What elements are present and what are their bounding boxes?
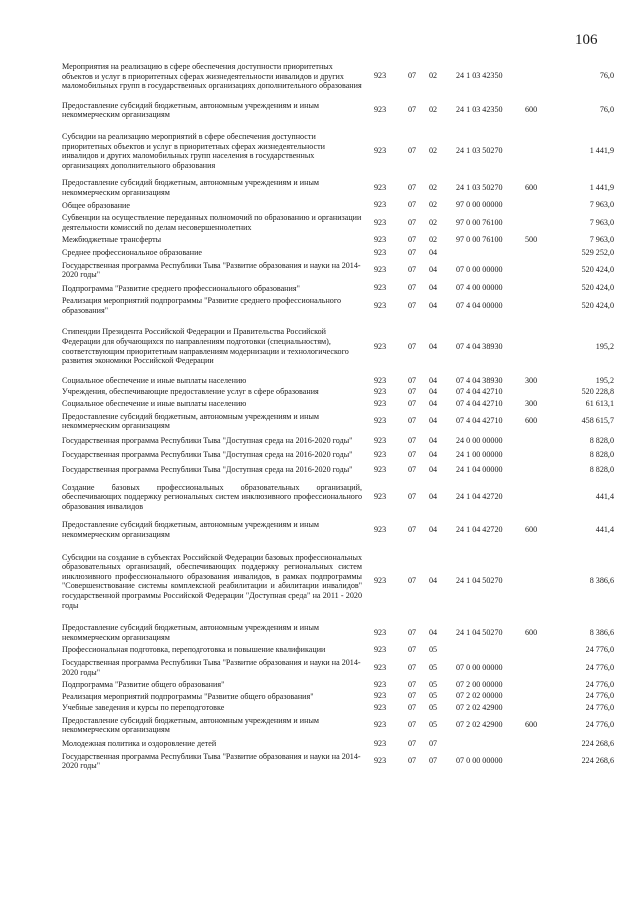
- target-article: 07 2 02 42900: [456, 720, 503, 730]
- ministry-code: 923: [374, 217, 387, 227]
- row-name: Предоставление субсидий бюджетным, автономным учреждениям и иным некоммерческим организациям: [62, 411, 320, 431]
- section-code: 07: [408, 341, 417, 351]
- subsection-code: 04: [429, 435, 438, 445]
- target-article: 07 2 02 00000: [456, 691, 503, 701]
- row-name: Субсидии на создание в субъектах Российской Федерации базовых профессиональных образовательных организаций, обеспечивающих поддержку региональных систем инклюзивного профессионального образования инвалидов, в рамках подпрограммы "Совершенствование системы комплексной реабилитации и абилитации инвалидов" государственной программы Российской Федерации "Доступная среда" на 2011 - 2020 годы: [62, 552, 362, 610]
- ministry-code: 923: [374, 375, 387, 385]
- page-number: 106: [575, 32, 598, 48]
- table-row: [62, 201, 614, 211]
- row-name: Молодежная политика и оздоровление детей: [62, 739, 217, 749]
- amount: 24 776,0: [585, 645, 614, 655]
- row-name: Государственная программа Республики Тыва "Развитие образования и науки на 2014-2020 годы": [62, 260, 361, 280]
- row-name: Профессиональная подготовка, переподготовка и повышение квалификации: [62, 645, 326, 655]
- ministry-code: 923: [374, 283, 387, 293]
- subsection-code: 07: [429, 756, 438, 766]
- ministry-code: 923: [374, 183, 387, 193]
- section-code: 07: [408, 217, 417, 227]
- section-code: 07: [408, 492, 417, 502]
- section-code: 07: [408, 739, 417, 749]
- table-row: [62, 235, 614, 245]
- budget-table: [62, 62, 614, 771]
- amount: 24 776,0: [585, 662, 614, 672]
- amount: 441,4: [595, 492, 614, 502]
- ministry-code: 923: [374, 739, 387, 749]
- row-name: Предоставление субсидий бюджетным, автономным учреждениям и иным некоммерческим организациям: [62, 100, 320, 120]
- row-name: Создание базовых профессиональных образовательных организаций, обеспечивающих поддержку региональных систем инклюзивного профессионального образования инвалидов: [62, 482, 362, 511]
- subsection-code: 04: [429, 247, 438, 257]
- amount: 7 963,0: [589, 200, 614, 210]
- table-row: [62, 412, 614, 431]
- section-code: 07: [408, 680, 417, 690]
- table-row: [62, 101, 614, 120]
- table-row: [62, 327, 614, 365]
- subsection-code: 02: [429, 217, 438, 227]
- amount: 458 615,7: [581, 416, 614, 426]
- table-row: [62, 680, 614, 690]
- section-code: 07: [408, 247, 417, 257]
- target-article: 07 4 04 42710: [456, 416, 503, 426]
- amount: 520 424,0: [581, 283, 614, 293]
- amount: 8 386,6: [589, 576, 614, 586]
- amount: 520 228,8: [581, 387, 614, 397]
- table-row: [62, 376, 614, 386]
- target-article: 24 1 03 50270: [456, 146, 503, 156]
- row-name: Среднее профессиональное образование: [62, 247, 202, 257]
- ministry-code: 923: [374, 645, 387, 655]
- row-name: Государственная программа Республики Тыва "Доступная среда на 2016-2020 годы": [62, 450, 353, 460]
- section-code: 07: [408, 71, 417, 81]
- row-name: Государственная программа Республики Тыва "Доступная среда на 2016-2020 годы": [62, 465, 353, 474]
- ministry-code: 923: [374, 71, 387, 81]
- section-code: 07: [408, 627, 417, 637]
- table-row: [62, 132, 614, 170]
- amount: 24 776,0: [585, 691, 614, 701]
- section-code: 07: [408, 435, 417, 445]
- subsection-code: 05: [429, 720, 438, 730]
- ministry-code: 923: [374, 416, 387, 426]
- amount: 8 386,6: [589, 627, 614, 637]
- expense-type: 600: [525, 105, 538, 115]
- ministry-code: 923: [374, 301, 387, 311]
- amount: 7 963,0: [589, 217, 614, 227]
- subsection-code: 05: [429, 680, 438, 690]
- amount: 520 424,0: [581, 301, 614, 311]
- row-name: Учреждения, обеспечивающие предоставление услуг в сфере образования: [62, 387, 319, 397]
- table-row: [62, 248, 614, 258]
- section-code: 07: [408, 375, 417, 385]
- amount: 1 441,9: [589, 183, 614, 193]
- ministry-code: 923: [374, 680, 387, 690]
- section-code: 07: [408, 200, 417, 210]
- section-code: 07: [408, 756, 417, 766]
- subsection-code: 04: [429, 576, 438, 586]
- ministry-code: 923: [374, 756, 387, 766]
- row-name: Государственная программа Республики Тыва "Развитие образования и науки на 2014-2020 годы": [62, 657, 361, 677]
- expense-type: 600: [525, 720, 538, 730]
- target-article: 07 0 00 00000: [456, 662, 503, 672]
- ministry-code: 923: [374, 492, 387, 502]
- target-article: 24 1 04 42720: [456, 525, 503, 535]
- table-row: [62, 261, 614, 280]
- subsection-code: 04: [429, 283, 438, 293]
- subsection-code: 02: [429, 146, 438, 156]
- expense-type: 500: [525, 235, 538, 245]
- table-row: [62, 645, 614, 655]
- ministry-code: 923: [374, 662, 387, 672]
- row-name: Субвенции на осуществление переданных полномочий по образованию и организации деятельности комиссий по делам несовершеннолетних: [62, 213, 362, 232]
- ministry-code: 923: [374, 627, 387, 637]
- row-name: Учебные заведения и курсы по переподготовке: [62, 703, 225, 713]
- table-row: [62, 296, 614, 315]
- section-code: 07: [408, 105, 417, 115]
- expense-type: 600: [525, 627, 538, 637]
- target-article: 97 0 00 76100: [456, 235, 503, 245]
- section-code: 07: [408, 399, 417, 409]
- table-row: [62, 436, 614, 446]
- ministry-code: 923: [374, 465, 387, 474]
- amount: 441,4: [595, 525, 614, 535]
- table-row: [62, 692, 614, 702]
- target-article: 07 4 04 42710: [456, 387, 503, 397]
- table-row: [62, 716, 614, 735]
- target-article: 07 4 00 00000: [456, 283, 503, 293]
- subsection-code: 05: [429, 703, 438, 713]
- amount: 195,2: [595, 341, 614, 351]
- amount: 8 828,0: [589, 450, 614, 460]
- amount: 1 441,9: [589, 146, 614, 156]
- subsection-code: 04: [429, 525, 438, 535]
- table-row: [62, 483, 614, 512]
- section-code: 07: [408, 387, 417, 397]
- row-name: Подпрограмма "Развитие общего образования": [62, 680, 225, 690]
- table-row: [62, 703, 614, 713]
- table-row: [62, 213, 614, 232]
- subsection-code: 02: [429, 200, 438, 210]
- table-row: [62, 284, 614, 294]
- ministry-code: 923: [374, 105, 387, 115]
- ministry-code: 923: [374, 720, 387, 730]
- subsection-code: 02: [429, 105, 438, 115]
- section-code: 07: [408, 720, 417, 730]
- subsection-code: 04: [429, 375, 438, 385]
- target-article: 97 0 00 76100: [456, 217, 503, 227]
- expense-type: 600: [525, 416, 538, 426]
- section-code: 07: [408, 662, 417, 672]
- target-article: 24 1 03 50270: [456, 183, 503, 193]
- row-name: Социальное обеспечение и иные выплаты населению: [62, 375, 247, 385]
- row-name: Предоставление субсидий бюджетным, автономным учреждениям и иным некоммерческим организациям: [62, 715, 320, 735]
- row-name: Предоставление субсидий бюджетным, автономным учреждениям и иным некоммерческим организациям: [62, 520, 320, 539]
- target-article: 24 1 03 42350: [456, 71, 503, 81]
- amount: 8 828,0: [589, 435, 614, 445]
- target-article: 97 0 00 00000: [456, 200, 503, 210]
- subsection-code: 05: [429, 645, 438, 655]
- table-row: [62, 62, 614, 91]
- ministry-code: 923: [374, 691, 387, 701]
- row-name: Общее образование: [62, 200, 130, 210]
- table-row: [62, 387, 614, 397]
- row-name: Подпрограмма "Развитие среднего профессионального образования": [62, 283, 300, 293]
- table-row: [62, 450, 614, 460]
- section-code: 07: [408, 235, 417, 245]
- subsection-code: 04: [429, 387, 438, 397]
- subsection-code: 05: [429, 691, 438, 701]
- ministry-code: 923: [374, 146, 387, 156]
- subsection-code: 04: [429, 301, 438, 311]
- section-code: 07: [408, 645, 417, 655]
- expense-type: 600: [525, 183, 538, 193]
- ministry-code: 923: [374, 387, 387, 397]
- target-article: 07 2 02 42900: [456, 703, 503, 713]
- subsection-code: 04: [429, 450, 438, 460]
- expense-type: 600: [525, 525, 538, 535]
- subsection-code: 02: [429, 71, 438, 81]
- expense-type: 300: [525, 375, 538, 385]
- section-code: 07: [408, 450, 417, 460]
- target-article: 24 1 04 50270: [456, 627, 503, 637]
- row-name: Реализация мероприятий подпрограммы "Развитие общего образования": [62, 691, 314, 701]
- section-code: 07: [408, 525, 417, 535]
- row-name: Субсидии на реализацию мероприятий в сфере обеспечения доступности приоритетных объектов и услуг в приоритетных сферах жизнедеятельности инвалидов и других маломобильных групп населения в государственных организациях дополнительного образования: [62, 131, 325, 170]
- amount: 61 613,1: [585, 399, 614, 409]
- ministry-code: 923: [374, 265, 387, 275]
- target-article: 24 1 03 42350: [456, 105, 503, 115]
- row-name: Стипендии Президента Российской Федерации и Правительства Российской Федерации для обучающихся по направлениям подготовки (специальностям), соответствующим приоритетным направлениям модернизации и технологического развития экономики Российской Федерации: [62, 327, 349, 366]
- amount: 76,0: [599, 105, 614, 115]
- target-article: 07 4 04 00000: [456, 301, 503, 311]
- table-row: [62, 553, 614, 611]
- ministry-code: 923: [374, 341, 387, 351]
- ministry-code: 923: [374, 450, 387, 460]
- row-name: Государственная программа Республики Тыва "Доступная среда на 2016-2020 годы": [62, 435, 353, 445]
- row-name: Реализация мероприятий подпрограммы "Развитие среднего профессионального образования": [62, 296, 342, 315]
- table-row: [62, 739, 614, 749]
- row-name: Межбюджетные трансферты: [62, 235, 162, 245]
- row-name: Предоставление субсидий бюджетным, автономным учреждениям и иным некоммерческим организациям: [62, 623, 320, 642]
- target-article: 07 4 04 42710: [456, 399, 503, 409]
- target-article: 07 4 04 38930: [456, 375, 503, 385]
- subsection-code: 04: [429, 492, 438, 502]
- amount: 224 268,6: [581, 739, 614, 749]
- row-name: Мероприятия на реализацию в сфере обеспечения доступности приоритетных объектов и услуг в приоритетных сферах жизнедеятельности инвалидов и других маломобильных групп в государственных организациях дополнительного образования: [62, 62, 362, 91]
- subsection-code: 04: [429, 399, 438, 409]
- target-article: 07 4 04 38930: [456, 341, 503, 351]
- table-row: [62, 178, 614, 197]
- expense-type: 300: [525, 399, 538, 409]
- section-code: 07: [408, 703, 417, 713]
- amount: 195,2: [595, 375, 614, 385]
- ministry-code: 923: [374, 703, 387, 713]
- subsection-code: 04: [429, 265, 438, 275]
- target-article: 07 2 00 00000: [456, 680, 503, 690]
- ministry-code: 923: [374, 576, 387, 586]
- table-row: [62, 623, 614, 642]
- row-name: Предоставление субсидий бюджетным, автономным учреждениям и иным некоммерческим организациям: [62, 178, 320, 197]
- target-article: 07 0 00 00000: [456, 265, 503, 275]
- section-code: 07: [408, 416, 417, 426]
- amount: 24 776,0: [585, 680, 614, 690]
- ministry-code: 923: [374, 247, 387, 257]
- subsection-code: 04: [429, 416, 438, 426]
- table-row: [62, 465, 614, 475]
- target-article: 24 1 04 42720: [456, 492, 503, 502]
- row-name: Государственная программа Республики Тыва "Развитие образования и науки на 2014-2020 годы": [62, 751, 361, 771]
- section-code: 07: [408, 576, 417, 586]
- subsection-code: 02: [429, 235, 438, 245]
- table-row: [62, 658, 614, 677]
- amount: 76,0: [599, 71, 614, 81]
- amount: 8 828,0: [589, 465, 614, 474]
- ministry-code: 923: [374, 435, 387, 445]
- amount: 24 776,0: [585, 720, 614, 730]
- section-code: 07: [408, 301, 417, 311]
- table-row: [62, 399, 614, 409]
- section-code: 07: [408, 465, 417, 474]
- section-code: 07: [408, 265, 417, 275]
- target-article: 07 0 00 00000: [456, 756, 503, 766]
- subsection-code: 07: [429, 739, 438, 749]
- amount: 24 776,0: [585, 703, 614, 713]
- section-code: 07: [408, 691, 417, 701]
- subsection-code: 02: [429, 183, 438, 193]
- amount: 529 252,0: [581, 247, 614, 257]
- target-article: 24 1 00 00000: [456, 450, 503, 460]
- target-article: 24 0 00 00000: [456, 435, 503, 445]
- ministry-code: 923: [374, 235, 387, 245]
- section-code: 07: [408, 183, 417, 193]
- section-code: 07: [408, 146, 417, 156]
- table-row: [62, 752, 614, 771]
- amount: 520 424,0: [581, 265, 614, 275]
- row-name: Социальное обеспечение и иные выплаты населению: [62, 399, 247, 409]
- ministry-code: 923: [374, 525, 387, 535]
- subsection-code: 04: [429, 465, 438, 474]
- subsection-code: 04: [429, 627, 438, 637]
- subsection-code: 05: [429, 662, 438, 672]
- ministry-code: 923: [374, 200, 387, 210]
- target-article: 24 1 04 50270: [456, 576, 503, 586]
- amount: 7 963,0: [589, 235, 614, 245]
- target-article: 24 1 04 00000: [456, 465, 503, 474]
- subsection-code: 04: [429, 341, 438, 351]
- section-code: 07: [408, 283, 417, 293]
- ministry-code: 923: [374, 399, 387, 409]
- amount: 224 268,6: [581, 756, 614, 766]
- table-row: [62, 520, 614, 539]
